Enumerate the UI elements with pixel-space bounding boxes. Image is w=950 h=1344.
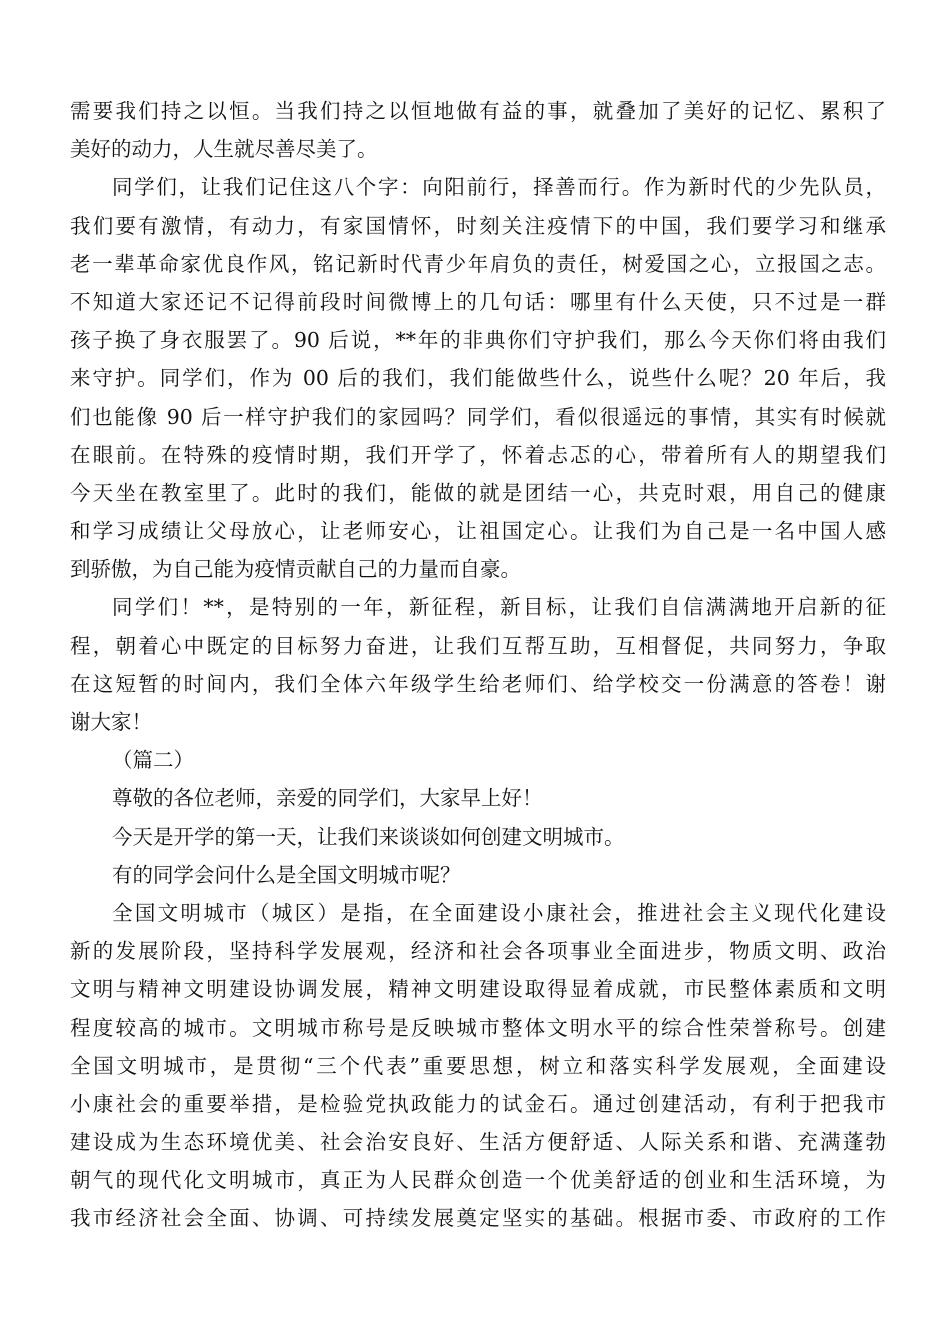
text-line: 我们要有激情，有动力，有家国情怀，时刻关注疫情下的中国，我们要学习和继承: [70, 213, 886, 238]
text-line: 文明与精神文明建设协调发展，精神文明建设取得显着成就，市民整体素质和文明: [70, 977, 886, 1002]
text-line: 需要我们持之以恒。当我们持之以恒地做有益的事，就叠加了美好的记忆、累积了: [70, 99, 886, 123]
document-body: [70, 92, 886, 1238]
text-line: 同学们，让我们记住这八个字：向阳前行，择善而行。作为新时代的少先队员，: [112, 175, 886, 200]
text-line: 在这短暂的时间内，我们全体六年级学生给老师们、给学校交一份满意的答卷！谢: [70, 671, 886, 696]
text-line: 同学们！**，是特别的一年，新征程，新目标，让我们自信满满地开启新的征: [112, 595, 886, 620]
text-line: 朝气的现代化文明城市，真正为人民群众创造一个优美舒适的创业和生活环境，为: [70, 1168, 886, 1193]
text-line: 老一辈革命家优良作风，铭记新时代青少年肩负的责任，树爱国之心，立报国之志。: [70, 251, 886, 276]
text-line: 在眼前。在特殊的疫情时期，我们开学了，怀着忐忑的心，带着所有人的期望我们: [70, 442, 886, 467]
text-line: 不知道大家还记不记得前段时间微博上的几句话：哪里有什么天使，只不过是一群: [70, 289, 886, 314]
text-line: 有的同学会问什么是全国文明城市呢？: [112, 862, 461, 887]
text-line: 们也能像 90 后一样守护我们的家园吗？同学们，看似很遥远的事情，其实有时候就: [70, 404, 886, 429]
text-line: 小康社会的重要举措，是检验党执政能力的试金石。通过创建活动，有利于把我市: [70, 1091, 886, 1116]
text-line: （篇二）: [112, 748, 194, 773]
text-line: 程，朝着心中既定的目标努力奋进，让我们互帮互助，互相督促，共同努力，争取: [70, 633, 886, 658]
text-line: 程度较高的城市。文明城市称号是反映城市整体文明水平的综合性荣誉称号。创建: [70, 1015, 886, 1040]
text-line: 到骄傲，为自己能为疫情贡献自己的力量而自豪。: [70, 557, 521, 582]
text-line: 全国文明城市（城区）是指，在全面建设小康社会，推进社会主义现代化建设: [112, 900, 886, 925]
text-line: 美好的动力，人生就尽善尽美了。: [70, 137, 378, 162]
text-line: 我市经济社会全面、协调、可持续发展奠定坚实的基础。根据市委、市政府的工作: [70, 1206, 886, 1231]
text-line: 来守护。同学们，作为 00 后的我们，我们能做些什么，说些什么呢？20 年后，我: [70, 366, 886, 391]
text-line: 尊敬的各位老师，亲爱的同学们，大家早上好！: [112, 786, 543, 811]
text-line: 和学习成绩让父母放心，让老师安心，让祖国定心。让我们为自己是一名中国人感: [70, 519, 886, 544]
text-line: 建设成为生态环境优美、社会治安良好、生活方便舒适、人际关系和谐、充满蓬勃: [70, 1130, 886, 1155]
text-line: 新的发展阶段，坚持科学发展观，经济和社会各项事业全面进步，物质文明、政治: [70, 939, 886, 964]
text-line: 谢大家！: [70, 710, 152, 734]
text-line: 今天是开学的第一天，让我们来谈谈如何创建文明城市。: [112, 824, 625, 849]
text-line: 孩子换了身衣服罢了。90 后说，**年的非典你们守护我们，那么今天你们将由我们: [70, 328, 886, 353]
text-line: 全国文明城市，是贯彻“三个代表”重要思想，树立和落实科学发展观，全面建设: [70, 1053, 886, 1078]
text-line: 今天坐在教室里了。此时的我们，能做的就是团结一心，共克时艰，用自己的健康: [70, 480, 886, 505]
